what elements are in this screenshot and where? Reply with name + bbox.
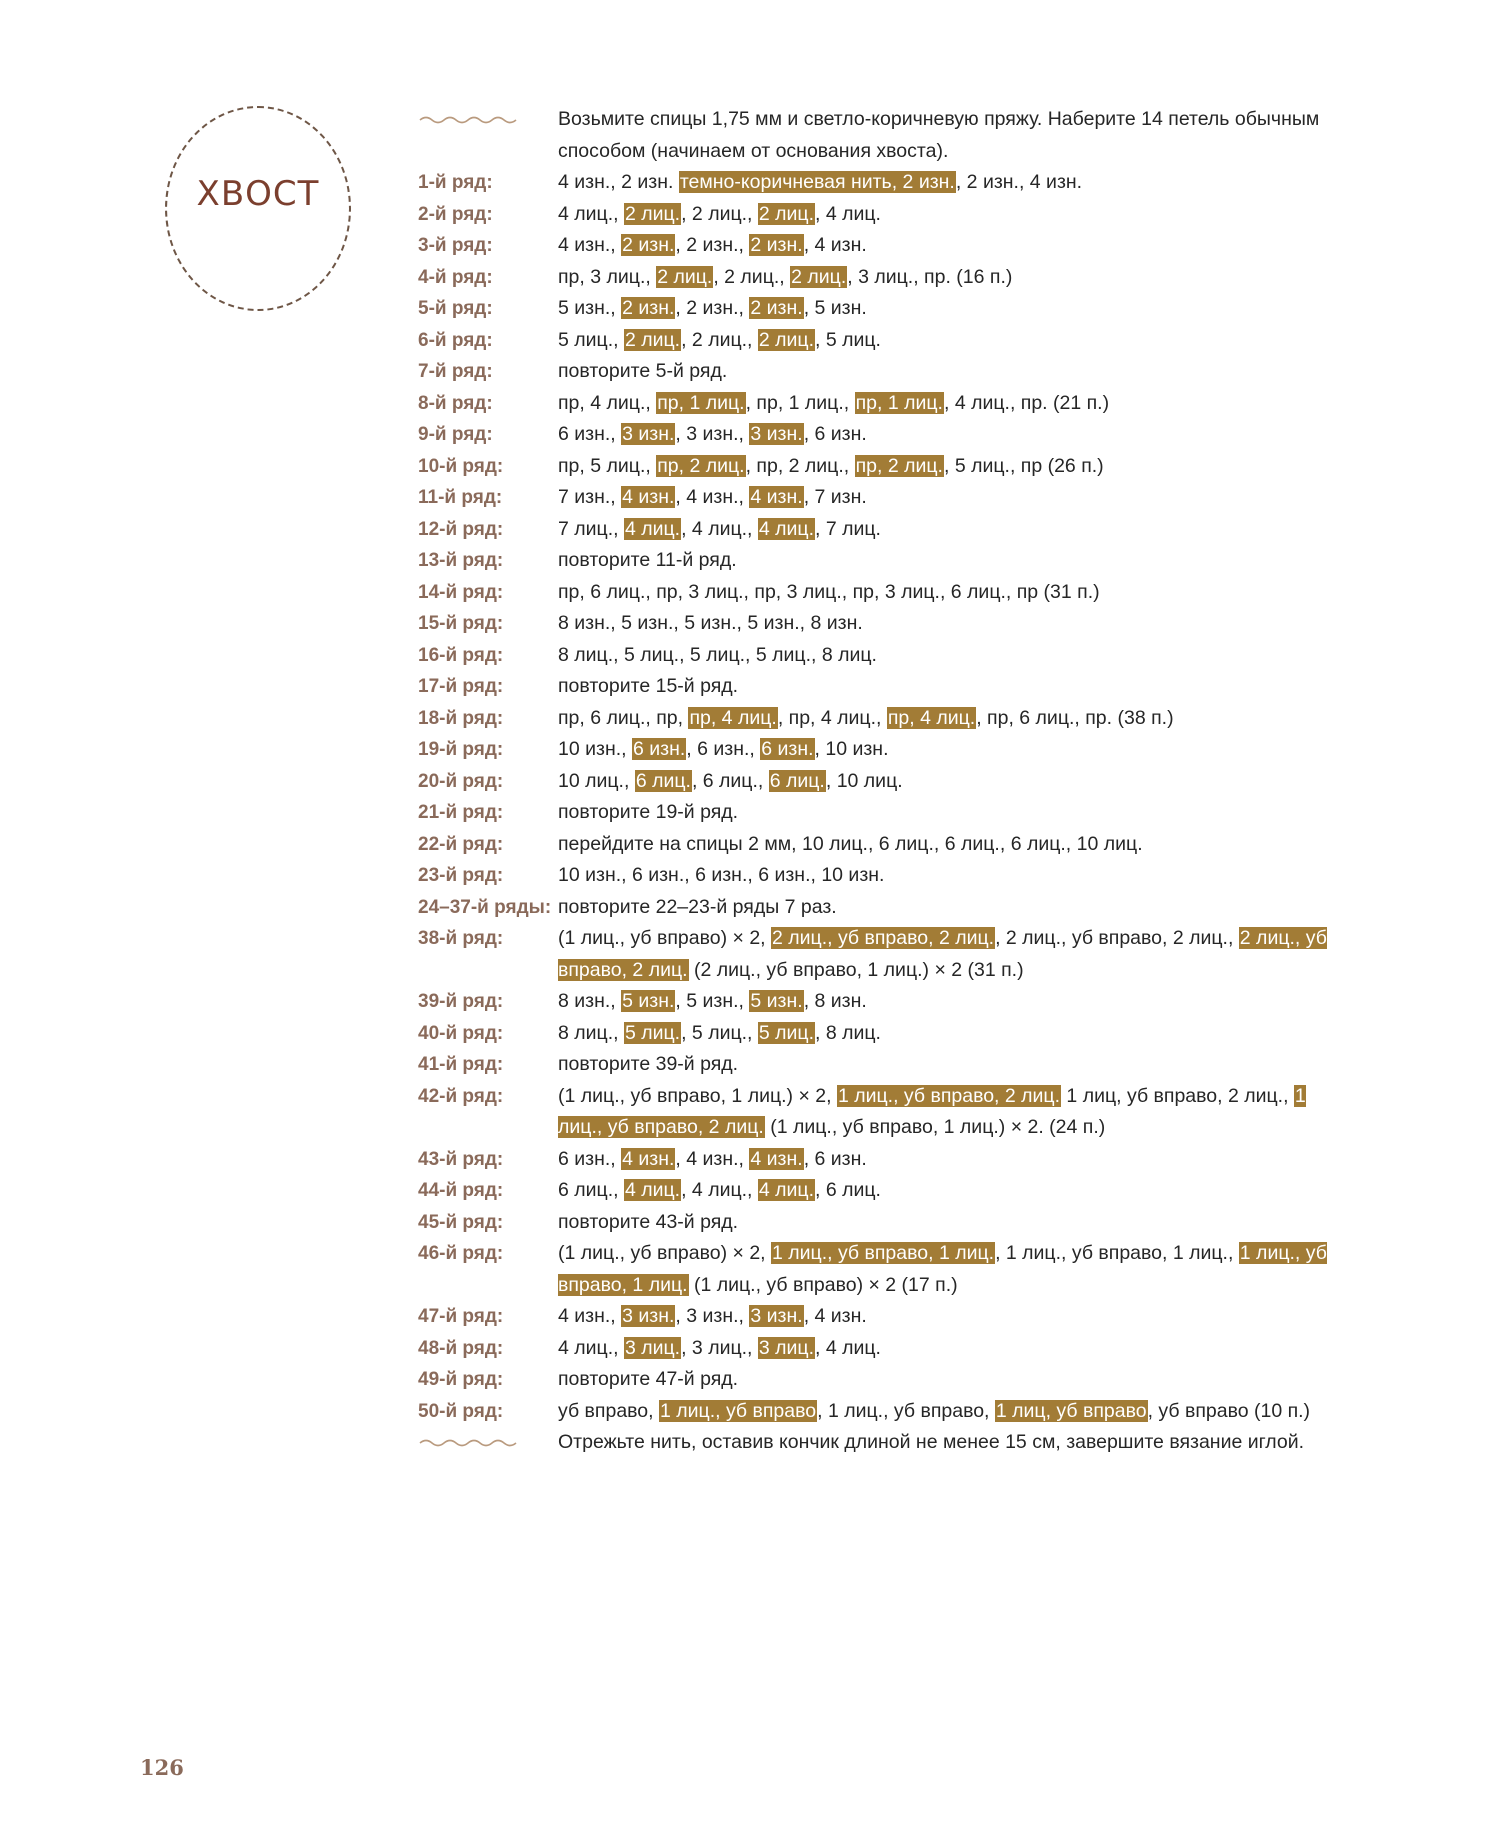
instruction-text: , 4 изн., (675, 486, 750, 508)
instruction-text: , уб вправо (10 п.) (1147, 1399, 1311, 1422)
instruction-text: , 2 лиц., (681, 328, 758, 351)
color-change-highlight: 4 изн. (622, 1147, 675, 1170)
row-instruction (558, 1364, 1338, 1396)
instruction-row (418, 1207, 1338, 1239)
instruction-text: , 5 изн., (675, 990, 750, 1012)
color-change-highlight: пр, 4 лиц. (689, 706, 777, 729)
row-instruction (558, 797, 1338, 829)
instruction-text: , 2 лиц., (681, 202, 758, 225)
instruction-row (418, 734, 1338, 766)
wave-ornament-icon (418, 114, 522, 126)
color-change-highlight: 2 лиц. (758, 202, 815, 225)
intro-row (418, 104, 1338, 167)
color-change-highlight: 2 изн. (750, 234, 803, 256)
rows-list (418, 167, 1338, 1427)
instruction-row (418, 797, 1338, 829)
color-change-highlight: 3 лиц. (624, 1336, 681, 1359)
instruction-text: пр, 6 лиц., пр, 3 лиц., пр, 3 лиц., пр, 3 лиц., 6 лиц., пр (31 п.) (558, 580, 1100, 603)
color-change-highlight: 6 изн. (632, 738, 686, 760)
color-change-highlight: пр, 1 лиц. (657, 391, 745, 414)
row-label: 4-й ряд: (418, 266, 493, 288)
pattern-instructions (418, 104, 1338, 1459)
row-label: 47-й ряд: (418, 1306, 504, 1327)
color-change-highlight: 3 изн. (750, 1305, 803, 1327)
instruction-text: повторите 22–23-й ряды 7 раз. (558, 895, 837, 918)
instruction-text: , 2 изн., 4 изн. (955, 171, 1083, 193)
row-instruction (558, 230, 1338, 262)
color-change-highlight: 4 лиц. (624, 517, 681, 540)
row-instruction (558, 1238, 1338, 1301)
instruction-text: , 4 лиц., (681, 1179, 758, 1201)
row-instruction (558, 482, 1338, 514)
instruction-text: , пр, 4 лиц., (777, 706, 887, 729)
instruction-text: перейдите на спицы 2 мм, 10 лиц., 6 лиц., 6 лиц., 6 лиц., 10 лиц. (558, 832, 1143, 855)
instruction-text: , 5 лиц. (815, 328, 881, 351)
instruction-row (418, 829, 1338, 861)
instruction-text: пр, 5 лиц., (558, 454, 657, 477)
instruction-row (418, 1301, 1338, 1333)
instruction-row (418, 419, 1338, 451)
row-instruction (558, 419, 1338, 451)
instruction-text: , 2 изн., (675, 297, 750, 319)
instruction-text: 7 лиц., (558, 517, 624, 540)
row-instruction (558, 860, 1338, 892)
instruction-text: , 4 изн. (803, 234, 867, 256)
instruction-text: , 7 изн. (803, 486, 867, 508)
instruction-text: пр, 6 лиц., пр, (558, 706, 689, 729)
instruction-text: 8 лиц., 5 лиц., 5 лиц., 5 лиц., 8 лиц. (558, 643, 877, 666)
instruction-text: 5 лиц., (558, 328, 624, 351)
row-label: 43-й ряд: (418, 1148, 504, 1170)
instruction-row (418, 640, 1338, 672)
row-label: 3-й ряд: (418, 235, 493, 256)
color-change-highlight: 6 изн. (761, 738, 814, 760)
row-label: 15-й ряд: (418, 613, 504, 634)
outro-text: Отрежьте нить, оставив кончик длиной не менее 15 см, завершите вязание иглой. (558, 1431, 1305, 1453)
row-label: 9-й ряд: (418, 424, 493, 445)
color-change-highlight: пр, 2 лиц. (855, 454, 943, 477)
row-label: 23-й ряд: (418, 865, 504, 886)
row-label: 50-й ряд: (418, 1400, 504, 1422)
instruction-text: , 6 лиц. (815, 1179, 881, 1201)
row-label: 19-й ряд: (418, 739, 504, 760)
instruction-text: , 6 изн. (803, 1147, 867, 1170)
instruction-text: , 2 лиц., уб вправо, 2 лиц., (995, 927, 1239, 949)
color-change-highlight: 1 лиц., уб вправо, 2 лиц. (837, 1084, 1061, 1107)
row-label: 18-й ряд: (418, 707, 504, 729)
instruction-text: повторите 19-й ряд. (558, 801, 739, 823)
instruction-text: , 1 лиц., уб вправо, (817, 1399, 995, 1422)
row-label: 40-й ряд: (418, 1022, 504, 1044)
color-change-highlight: 1 лиц., уб вправо (660, 1399, 817, 1422)
color-change-highlight: 2 изн. (622, 297, 675, 319)
instruction-text: 8 лиц., (558, 1021, 624, 1044)
instruction-row (418, 986, 1338, 1018)
row-instruction (558, 545, 1338, 577)
color-change-highlight: 4 лиц. (624, 1179, 681, 1201)
instruction-text: 1 лиц, уб вправо, 2 лиц., (1061, 1084, 1294, 1107)
page-number: 126 (140, 1755, 184, 1780)
instruction-row (418, 1144, 1338, 1176)
color-change-highlight: 3 изн. (750, 423, 803, 445)
color-change-highlight: 5 лиц. (624, 1021, 681, 1044)
row-label: 38-й ряд: (418, 928, 504, 949)
row-instruction (558, 1207, 1338, 1239)
instruction-row (418, 514, 1338, 546)
instruction-text: 4 изн., (558, 234, 622, 256)
instruction-text: , пр, 6 лиц., пр. (38 п.) (976, 706, 1174, 729)
instruction-text: (1 лиц., уб вправо, 1 лиц.) × 2. (24 п.) (764, 1116, 1106, 1138)
instruction-text: повторите 11-й ряд. (558, 549, 737, 571)
row-instruction (558, 1081, 1338, 1144)
instruction-text: 6 лиц., (558, 1179, 624, 1201)
instruction-row (418, 1175, 1338, 1207)
row-label: 42-й ряд: (418, 1085, 504, 1107)
instruction-row (418, 923, 1338, 986)
row-instruction (558, 1333, 1338, 1365)
outro-row (418, 1427, 1338, 1459)
instruction-text: , 4 изн. (803, 1305, 867, 1327)
row-instruction (558, 671, 1338, 703)
row-instruction (558, 325, 1338, 357)
instruction-text: , 5 лиц., (681, 1021, 758, 1044)
row-instruction (558, 514, 1338, 546)
wave-divider-bottom (418, 1427, 558, 1449)
row-instruction (558, 1301, 1338, 1333)
instruction-text: повторите 5-й ряд. (558, 360, 728, 382)
row-instruction (558, 892, 1338, 924)
row-instruction (558, 734, 1338, 766)
row-instruction (558, 766, 1338, 798)
color-change-highlight: 1 лиц., уб вправо, 1 лиц. (558, 1242, 1327, 1296)
row-instruction (558, 293, 1338, 325)
instruction-row (418, 262, 1338, 294)
instruction-text: , 2 лиц., (713, 265, 791, 288)
instruction-text: (1 лиц., уб вправо) × 2 (17 п.) (688, 1273, 958, 1296)
instruction-text: 10 изн., 6 изн., 6 изн., 6 изн., 10 изн. (558, 864, 885, 886)
instruction-text: , 4 изн., (675, 1147, 750, 1170)
instruction-text: , 8 лиц. (815, 1021, 881, 1044)
row-instruction (558, 356, 1338, 388)
color-change-highlight: 3 изн. (622, 1305, 675, 1327)
instruction-row (418, 482, 1338, 514)
instruction-row (418, 388, 1338, 420)
color-change-highlight: 2 изн. (750, 297, 803, 319)
instruction-text: повторите 43-й ряд. (558, 1210, 739, 1233)
instruction-row (418, 167, 1338, 199)
instruction-text: 4 изн., (558, 1305, 622, 1327)
row-instruction (558, 986, 1338, 1018)
row-instruction (558, 451, 1338, 483)
row-label: 39-й ряд: (418, 991, 504, 1012)
color-change-highlight: 5 изн. (622, 990, 675, 1012)
instruction-text: пр, 3 лиц., (558, 265, 657, 288)
color-change-highlight: 4 изн. (750, 486, 803, 508)
instruction-text: 4 изн., 2 изн. (558, 171, 679, 193)
instruction-text: , 3 изн., (675, 1305, 750, 1327)
row-label: 12-й ряд: (418, 518, 504, 540)
color-change-highlight: 2 лиц. (791, 265, 847, 288)
instruction-text: повторите 15-й ряд. (558, 675, 739, 697)
row-label: 45-й ряд: (418, 1211, 504, 1233)
row-instruction (558, 1396, 1338, 1428)
row-label: 44-й ряд: (418, 1180, 504, 1201)
instruction-row (418, 860, 1338, 892)
row-label: 46-й ряд: (418, 1243, 504, 1264)
instruction-text: пр, 4 лиц., (558, 391, 657, 414)
instruction-text: 10 изн., (558, 738, 632, 760)
row-label: 21-й ряд: (418, 802, 504, 823)
instruction-text: (2 лиц., уб вправо, 1 лиц.) × 2 (31 п.) (688, 958, 1024, 981)
instruction-text: , 6 лиц., (691, 769, 769, 792)
instruction-text: , 4 лиц., (681, 517, 758, 540)
row-instruction (558, 262, 1338, 294)
color-change-highlight: 2 лиц., уб вправо, 2 лиц. (772, 927, 995, 949)
color-change-highlight: 1 лиц, уб вправо (995, 1399, 1147, 1422)
instruction-text: 8 изн., 5 изн., 5 изн., 5 изн., 8 изн. (558, 612, 863, 634)
instruction-text: , 10 лиц. (825, 769, 903, 792)
instruction-text: 6 изн., (558, 423, 622, 445)
intro-text: Возьмите спицы 1,75 мм и светло-коричневую пряжу. Наберите 14 петель обычным способом (начинаем от основания хвоста). (558, 108, 1320, 162)
instruction-text: уб вправо, (558, 1399, 659, 1422)
instruction-text: , 4 лиц. (815, 1336, 881, 1359)
instruction-text: , пр, 1 лиц., (745, 391, 855, 414)
wave-ornament-icon (418, 1437, 522, 1449)
instruction-row (418, 293, 1338, 325)
instruction-row (418, 892, 1338, 924)
instruction-text: , 3 лиц., пр. (16 п.) (847, 265, 1013, 288)
color-change-highlight: 2 лиц. (657, 265, 713, 288)
row-instruction (558, 640, 1338, 672)
instruction-row (418, 671, 1338, 703)
row-instruction (558, 577, 1338, 609)
instruction-row (418, 356, 1338, 388)
instruction-text: , 8 изн. (803, 990, 867, 1012)
row-label: 7-й ряд: (418, 361, 493, 382)
color-change-highlight: темно-коричневая нить, 2 изн. (679, 171, 955, 193)
row-label: 49-й ряд: (418, 1369, 504, 1390)
instruction-text: 6 изн., (558, 1147, 622, 1170)
row-label: 6-й ряд: (418, 329, 493, 351)
instruction-row (418, 199, 1338, 231)
instruction-text: 10 лиц., (558, 769, 635, 792)
row-label: 1-й ряд: (418, 172, 493, 193)
row-label: 24–37-й ряды: (418, 896, 552, 918)
instruction-text: , 6 изн., (686, 738, 761, 760)
color-change-highlight: 6 лиц. (635, 769, 691, 792)
color-change-highlight: 2 лиц., уб вправо, 2 лиц. (558, 927, 1327, 981)
row-label: 22-й ряд: (418, 833, 504, 855)
instruction-row (418, 608, 1338, 640)
color-change-highlight: 2 лиц. (624, 202, 681, 225)
instruction-row (418, 545, 1338, 577)
row-instruction (558, 1175, 1338, 1207)
color-change-highlight: 3 лиц. (758, 1336, 815, 1359)
row-instruction (558, 1049, 1338, 1081)
color-change-highlight: 2 лиц. (758, 328, 815, 351)
color-change-highlight: 4 изн. (750, 1147, 803, 1170)
row-label: 17-й ряд: (418, 676, 504, 697)
instruction-row (418, 1018, 1338, 1050)
instruction-row (418, 1238, 1338, 1301)
instruction-text: 7 изн., (558, 486, 622, 508)
instruction-text: 4 лиц., (558, 1336, 624, 1359)
wave-divider-top (418, 104, 558, 126)
row-label: 16-й ряд: (418, 644, 504, 666)
row-label: 20-й ряд: (418, 770, 504, 792)
instruction-row (418, 230, 1338, 262)
instruction-text: (1 лиц., уб вправо) × 2, (558, 1242, 771, 1264)
row-instruction (558, 829, 1338, 861)
instruction-text: 5 изн., (558, 297, 622, 319)
row-label: 11-й ряд: (418, 487, 503, 508)
instruction-row (418, 703, 1338, 735)
row-label: 14-й ряд: (418, 581, 504, 603)
color-change-highlight: 4 изн. (622, 486, 675, 508)
row-instruction (558, 388, 1338, 420)
instruction-text: , 7 лиц. (815, 517, 881, 540)
row-label: 13-й ряд: (418, 550, 504, 571)
row-instruction (558, 703, 1338, 735)
row-label: 48-й ряд: (418, 1337, 504, 1359)
instruction-row (418, 325, 1338, 357)
instruction-text: (1 лиц., уб вправо, 1 лиц.) × 2, (558, 1084, 837, 1107)
instruction-text: , 10 изн. (814, 738, 889, 760)
color-change-highlight: 1 лиц., уб вправо, 1 лиц. (772, 1242, 995, 1264)
instruction-text: , 4 лиц. (815, 202, 881, 225)
row-instruction (558, 167, 1338, 199)
instruction-row (418, 766, 1338, 798)
color-change-highlight: 1 лиц., уб вправо, 2 лиц. (558, 1084, 1306, 1138)
color-change-highlight: пр, 2 лиц. (657, 454, 745, 477)
instruction-row (418, 1081, 1338, 1144)
color-change-highlight: пр, 4 лиц. (887, 706, 976, 729)
instruction-text: , 6 изн. (803, 423, 867, 445)
instruction-row (418, 451, 1338, 483)
instruction-row (418, 1396, 1338, 1428)
row-label: 2-й ряд: (418, 203, 493, 225)
instruction-row (418, 1049, 1338, 1081)
row-label: 10-й ряд: (418, 455, 504, 477)
instruction-row (418, 1364, 1338, 1396)
instruction-text: , 5 лиц., пр (26 п.) (943, 454, 1104, 477)
instruction-text: , 1 лиц., уб вправо, 1 лиц., (995, 1242, 1239, 1264)
color-change-highlight: 5 лиц. (758, 1021, 815, 1044)
instruction-text: , 4 лиц., пр. (21 п.) (943, 391, 1110, 414)
instruction-text: , 2 изн., (675, 234, 750, 256)
color-change-highlight: 2 лиц. (624, 328, 681, 351)
color-change-highlight: 6 лиц. (769, 769, 825, 792)
row-instruction (558, 923, 1338, 986)
instruction-text: , пр, 2 лиц., (745, 454, 855, 477)
instruction-text: , 5 изн. (803, 297, 867, 319)
row-instruction (558, 1018, 1338, 1050)
color-change-highlight: 5 изн. (750, 990, 803, 1012)
instruction-text: повторите 47-й ряд. (558, 1368, 739, 1390)
instruction-row (418, 577, 1338, 609)
color-change-highlight: пр, 1 лиц. (855, 391, 943, 414)
row-instruction (558, 199, 1338, 231)
instruction-text: , 3 изн., (675, 423, 750, 445)
color-change-highlight: 4 лиц. (758, 1179, 815, 1201)
color-change-highlight: 4 лиц. (758, 517, 815, 540)
row-label: 8-й ряд: (418, 392, 493, 414)
row-label: 41-й ряд: (418, 1054, 504, 1075)
color-change-highlight: 2 изн. (622, 234, 675, 256)
row-label: 5-й ряд: (418, 298, 493, 319)
instruction-text: повторите 39-й ряд. (558, 1053, 739, 1075)
instruction-text: (1 лиц., уб вправо) × 2, (558, 927, 771, 949)
section-badge (165, 106, 351, 311)
instruction-text: 4 лиц., (558, 202, 624, 225)
section-title: ХВОСТ (196, 173, 320, 214)
instruction-text: 8 изн., (558, 990, 622, 1012)
row-instruction (558, 1144, 1338, 1176)
row-instruction (558, 608, 1338, 640)
instruction-text: , 3 лиц., (681, 1336, 758, 1359)
instruction-row (418, 1333, 1338, 1365)
color-change-highlight: 3 изн. (622, 423, 675, 445)
